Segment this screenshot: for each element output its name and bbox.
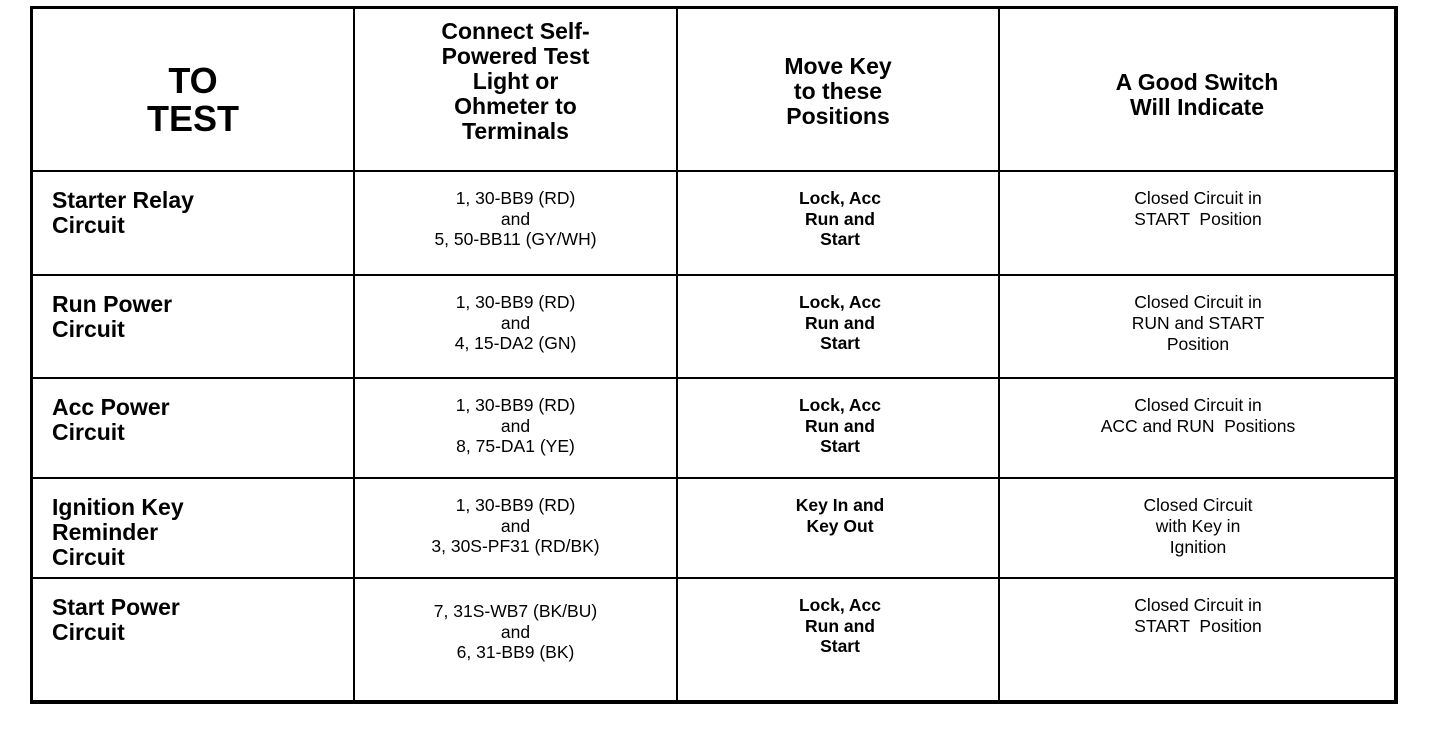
indicate-line: Closed Circuit in xyxy=(1134,395,1262,415)
table-row-indicate xyxy=(1000,579,1394,700)
indicate-line: ACC and RUN Positions xyxy=(1100,416,1296,436)
test-line: Circuit xyxy=(52,619,125,645)
header-move-key xyxy=(678,9,1000,172)
table-row-move xyxy=(678,172,1000,276)
indicate-line: Closed Circuit xyxy=(1143,495,1253,515)
indicate-line: Closed Circuit in xyxy=(1134,188,1262,208)
move-line: Start xyxy=(820,229,860,249)
table-row-connect xyxy=(355,579,678,700)
table-row-connect xyxy=(355,172,678,276)
indicate-line: START Position xyxy=(1134,616,1262,636)
header-connect-line: Terminals xyxy=(462,118,569,144)
table-row-move xyxy=(678,379,1000,479)
header-connect-line: Connect Self- xyxy=(441,18,590,44)
move-line: Start xyxy=(820,636,860,656)
table-row-test xyxy=(33,579,355,700)
test-line: Circuit xyxy=(52,212,125,238)
test-line: Circuit xyxy=(52,316,125,342)
header-connect-line: Ohmeter to xyxy=(454,93,577,119)
move-line: Key Out xyxy=(806,515,874,536)
test-line: Start Power xyxy=(52,594,180,620)
table-row-move xyxy=(678,579,1000,700)
move-line: Run and xyxy=(805,615,875,636)
table-row-connect xyxy=(355,379,678,479)
connect-line: 6, 31-BB9 (BK) xyxy=(456,642,575,662)
connect-line: and xyxy=(500,621,531,642)
move-line: Run and xyxy=(805,208,875,229)
connect-line: and xyxy=(500,208,531,229)
test-line: Reminder xyxy=(52,519,159,545)
move-line: Lock, Acc xyxy=(798,292,882,312)
table-row-move xyxy=(678,276,1000,379)
connect-line: 1, 30-BB9 (RD) xyxy=(455,292,576,312)
table-row-indicate xyxy=(1000,379,1394,479)
table-row-test xyxy=(33,276,355,379)
header-good-switch xyxy=(1000,9,1394,172)
connect-line: and xyxy=(500,312,531,333)
move-line: Run and xyxy=(805,312,875,333)
test-line: Circuit xyxy=(52,544,125,570)
table-row-indicate xyxy=(1000,479,1394,579)
move-line: Lock, Acc xyxy=(798,188,882,208)
header-to-test-line: TEST xyxy=(146,97,239,139)
move-line: Lock, Acc xyxy=(798,595,882,615)
indicate-line: RUN and START xyxy=(1131,313,1265,333)
connect-line: 8, 75-DA1 (YE) xyxy=(456,436,575,456)
header-move-key-line: to these xyxy=(793,78,883,104)
table-row-test xyxy=(33,379,355,479)
header-connect xyxy=(355,9,678,172)
move-line: Start xyxy=(820,436,860,456)
table-row-indicate xyxy=(1000,172,1394,276)
test-line: Run Power xyxy=(52,291,173,317)
connect-line: 7, 31S-WB7 (BK/BU) xyxy=(433,601,598,621)
test-line: Ignition Key xyxy=(52,494,184,520)
connect-line: 1, 30-BB9 (RD) xyxy=(455,188,576,208)
connect-line: 1, 30-BB9 (RD) xyxy=(455,495,576,515)
header-good-switch-line: Will Indicate xyxy=(1130,93,1264,120)
indicate-line: Closed Circuit in xyxy=(1134,595,1262,615)
connect-line: 4, 15-DA2 (GN) xyxy=(454,333,577,353)
header-to-test-line: TO xyxy=(168,59,218,101)
table-row-move xyxy=(678,479,1000,579)
connect-line: and xyxy=(500,415,531,436)
test-line: Circuit xyxy=(52,419,125,445)
header-to-test xyxy=(33,9,355,172)
connect-line: 1, 30-BB9 (RD) xyxy=(455,395,576,415)
indicate-line: Closed Circuit in xyxy=(1134,292,1262,312)
header-connect-line: Powered Test xyxy=(441,43,590,69)
table-row-indicate xyxy=(1000,276,1394,379)
table-row-test xyxy=(33,172,355,276)
indicate-line: Position xyxy=(1166,334,1230,354)
indicate-line: with Key in xyxy=(1155,516,1241,536)
move-line: Start xyxy=(820,333,860,353)
connect-line: 5, 50-BB11 (GY/WH) xyxy=(434,229,597,249)
table-row-test xyxy=(33,479,355,579)
connect-line: 3, 30S-PF31 (RD/BK) xyxy=(431,536,600,556)
header-move-key-line: Move Key xyxy=(784,53,892,79)
header-move-key-line: Positions xyxy=(786,103,890,129)
header-good-switch-line: A Good Switch xyxy=(1115,68,1279,95)
header-connect-line: Light or xyxy=(472,68,559,94)
test-line: Acc Power xyxy=(52,394,170,420)
switch-test-table xyxy=(30,6,1398,704)
table-row-connect xyxy=(355,276,678,379)
connect-line: and xyxy=(500,515,531,536)
move-line: Run and xyxy=(805,415,875,436)
indicate-line: Ignition xyxy=(1169,537,1227,557)
test-line: Starter Relay xyxy=(52,187,194,213)
move-line: Lock, Acc xyxy=(798,395,882,415)
table-row-connect xyxy=(355,479,678,579)
move-line: Key In and xyxy=(795,495,885,515)
indicate-line: START Position xyxy=(1134,209,1262,229)
